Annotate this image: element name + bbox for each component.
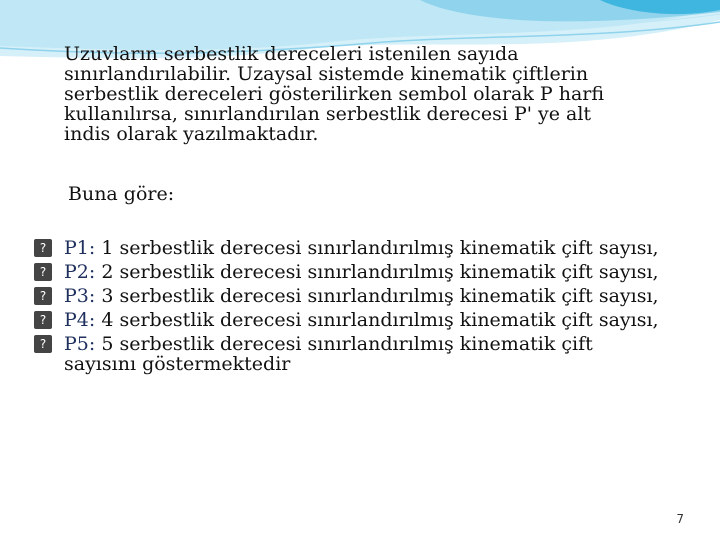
list-item (34, 286, 664, 306)
intro-line: Uzuvların serbestlik dereceleri istenilen sayıda (64, 43, 519, 65)
bullet-text: 3 serbestlik derecesi sınırlandırılmış kinematik çift sayısı, (95, 285, 659, 307)
bullet-icon: ? (34, 335, 52, 353)
bullet-text: 1 serbestlik derecesi sınırlandırılmış kinematik çift sayısı, (95, 237, 659, 259)
intro-line: kullanılırsa, sınırlandırılan serbestlik derecesi P' ye alt (64, 103, 592, 125)
list-item (34, 238, 664, 258)
bullet-code: P3: (64, 285, 96, 307)
bullet-code: P2: (64, 261, 96, 283)
bullet-icon: ? (34, 263, 52, 281)
intro-line: serbestlik dereceleri gösterilirken sembol olarak P harfi (64, 83, 605, 105)
bullet-icon: ? (34, 239, 52, 257)
bullet-code: P4: (64, 309, 96, 331)
bullet-icon: ? (34, 311, 52, 329)
page-number: 7 (676, 512, 684, 526)
intro-line: sınırlandırılabilir. Uzaysal sistemde kinematik çiftlerin (64, 63, 589, 85)
bullet-code: P1: (64, 237, 96, 259)
lead-text: Buna göre: (68, 183, 175, 205)
bullet-text: 5 serbestlik derecesi sınırlandırılmış kinematik çift sayısını göstermektedir (64, 333, 593, 375)
list-item (34, 334, 664, 374)
intro-paragraph (64, 44, 664, 144)
slide-body (39, 43, 664, 378)
bullet-list (34, 238, 664, 374)
bullet-text: 2 serbestlik derecesi sınırlandırılmış kinematik çift sayısı, (95, 261, 659, 283)
bullet-icon: ? (34, 287, 52, 305)
bullet-text: 4 serbestlik derecesi sınırlandırılmış kinematik çift sayısı, (95, 309, 659, 331)
bullet-code: P5: (64, 333, 96, 355)
intro-line: indis olarak yazılmaktadır. (64, 123, 319, 145)
list-item (34, 310, 664, 330)
list-item (34, 262, 664, 282)
